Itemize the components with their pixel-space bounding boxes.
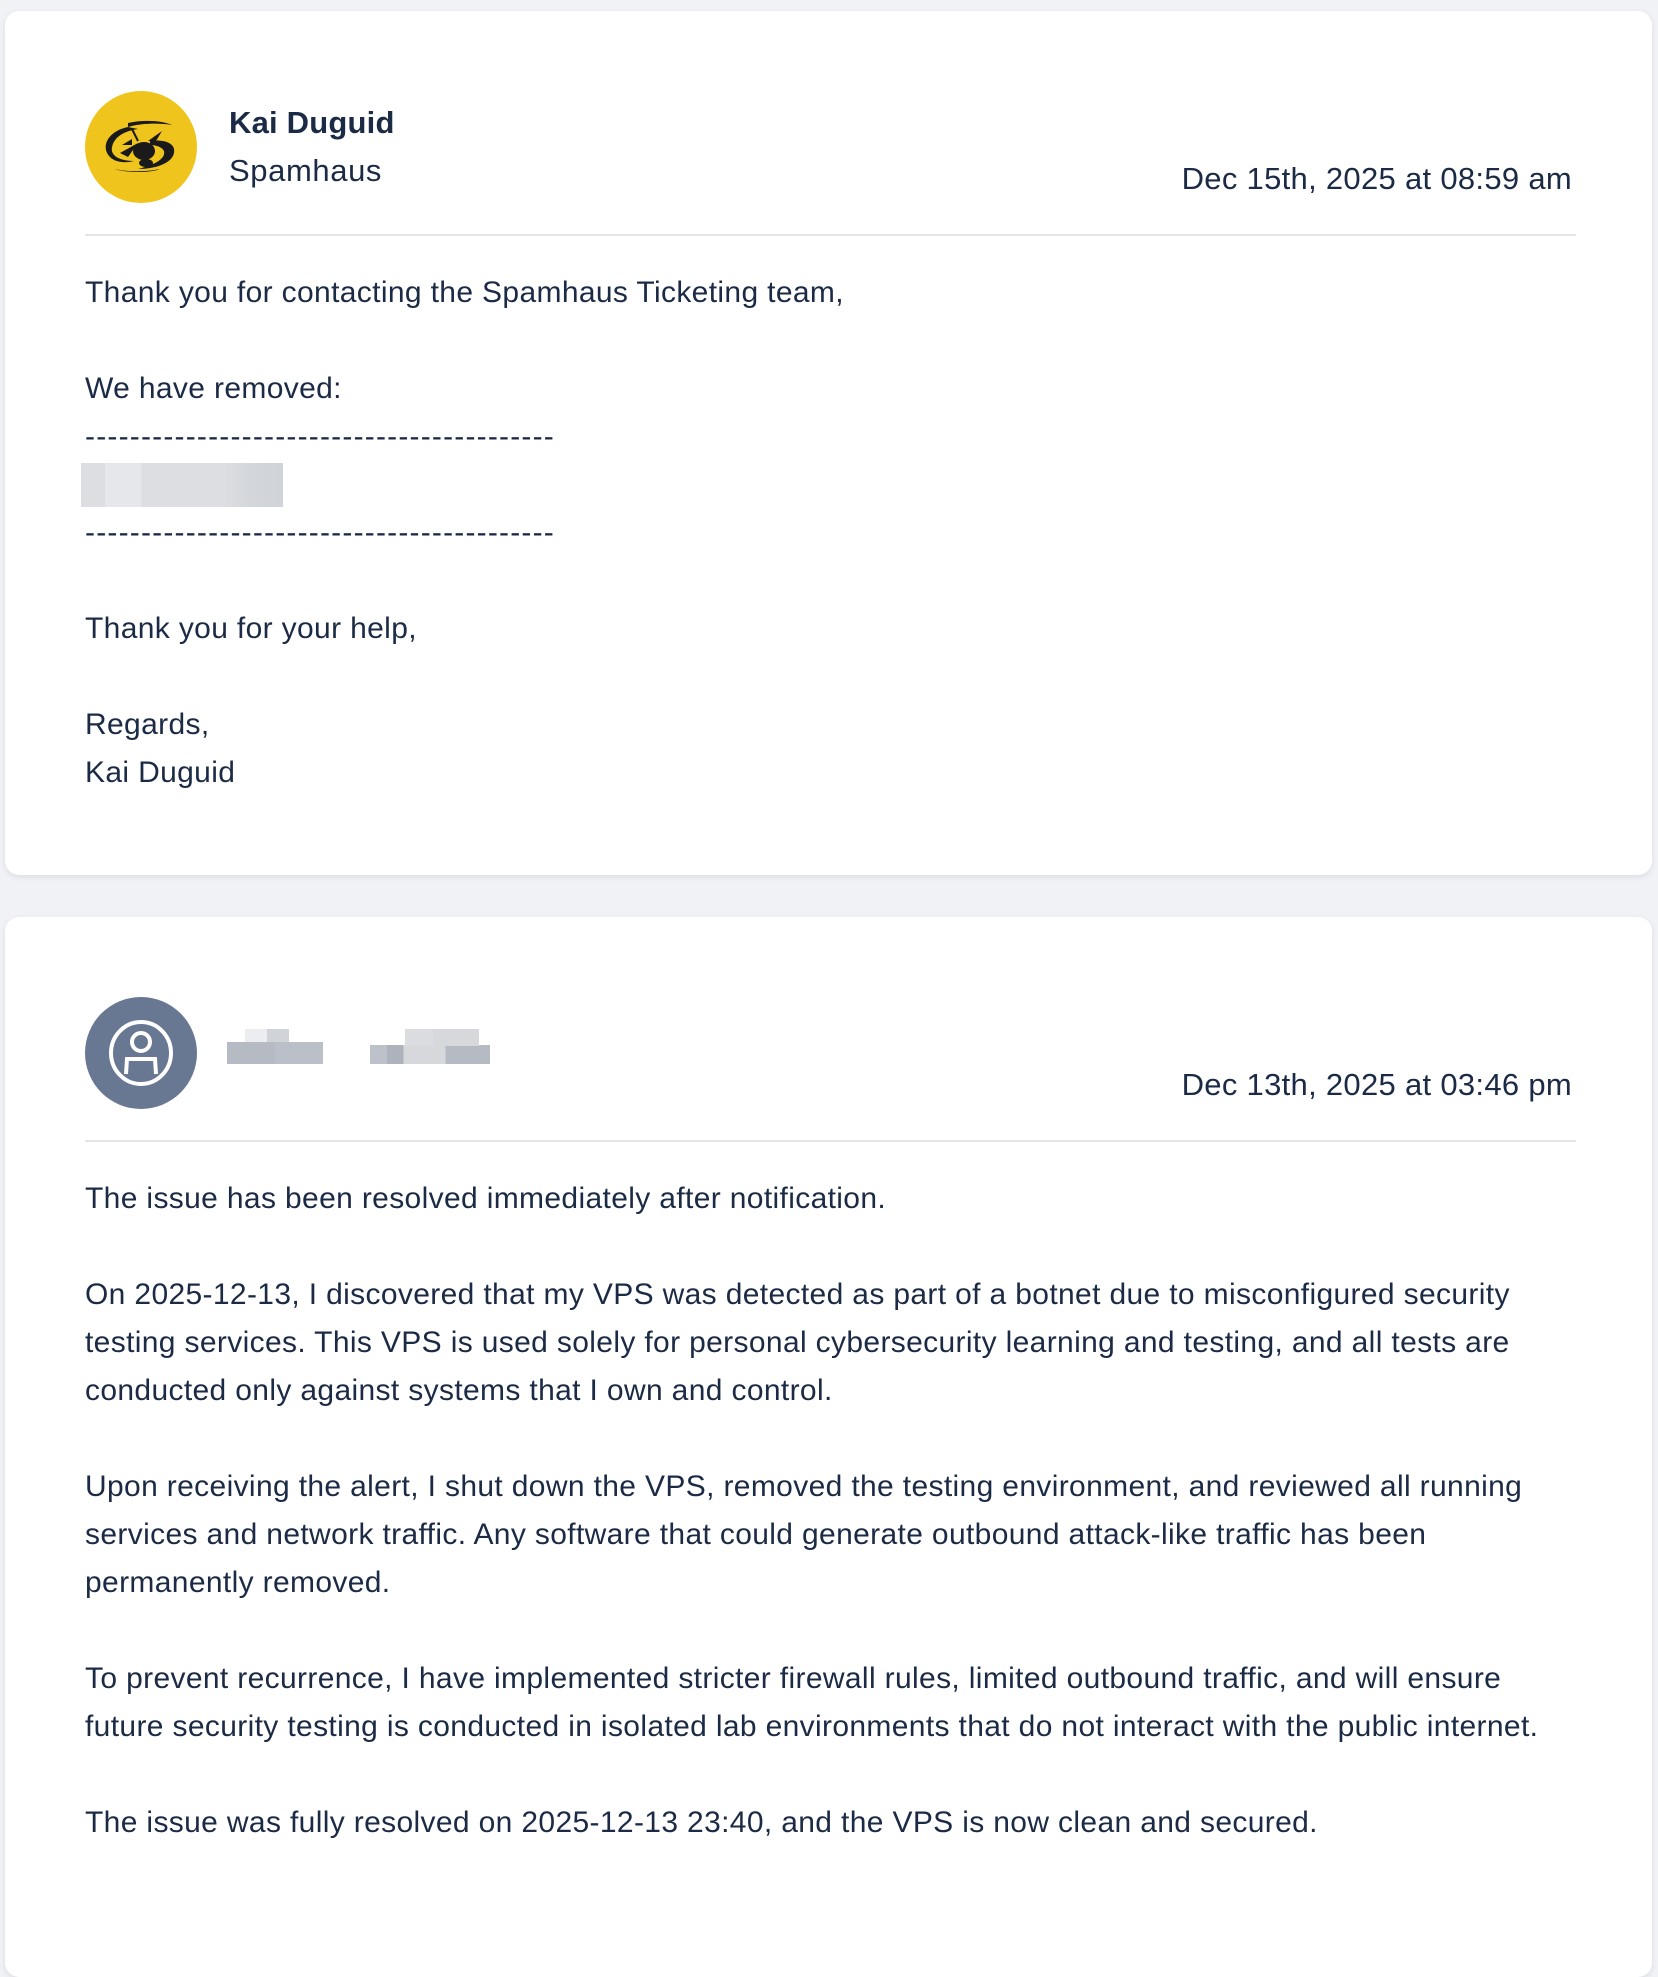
header-divider [85,1140,1576,1142]
message-card-spamhaus [5,11,1652,875]
thanks-text: Thank you for your help, [85,612,417,645]
message-timestamp: Dec 15th, 2025 at 08:59 am [1181,161,1572,196]
greeting-text: Thank you for contacting the Spamhaus Ticketing team, [85,276,844,309]
message-body [85,269,1585,797]
sender-name: Kai Duguid [229,105,395,140]
message-timestamp: Dec 13th, 2025 at 03:46 pm [1181,1067,1572,1102]
header-divider [85,234,1576,236]
spamhaus-logo-icon [85,91,197,203]
paragraph: To prevent recurrence, I have implemented stricter firewall rules, limited outbound traffic, and will ensure future security testing is conducted in isolated lab environments that do not interact with the public internet. [85,1662,1539,1743]
separator-line: ------------------------------------------ [85,420,555,453]
separator-line: ------------------------------------------ [85,516,555,549]
paragraph: On 2025-12-13, I discovered that my VPS was detected as part of a botnet due to misconfigured security testing services. This VPS is used solely for personal cybersecurity learning and testing, and all tests are conducted only against systems that I own and control. [85,1278,1519,1407]
removed-label: We have removed: [85,372,342,405]
message-body [85,1175,1585,1847]
paragraph: The issue was fully resolved on 2025-12-13 23:40, and the VPS is now clean and secured. [85,1806,1318,1839]
sender-organization: Spamhaus [229,153,383,188]
redacted-removed-item [81,463,283,507]
message-card-user [5,917,1652,1977]
paragraph: Upon receiving the alert, I shut down the VPS, removed the testing environment, and reviewed all running services and network traffic. Any software that could generate outbound attack-like traffic has been permanently removed. [85,1470,1531,1599]
paragraph: The issue has been resolved immediately after notification. [85,1182,887,1215]
signature-text: Kai Duguid [85,756,236,789]
closing-text: Regards, [85,708,210,741]
user-circle-icon [85,997,197,1109]
